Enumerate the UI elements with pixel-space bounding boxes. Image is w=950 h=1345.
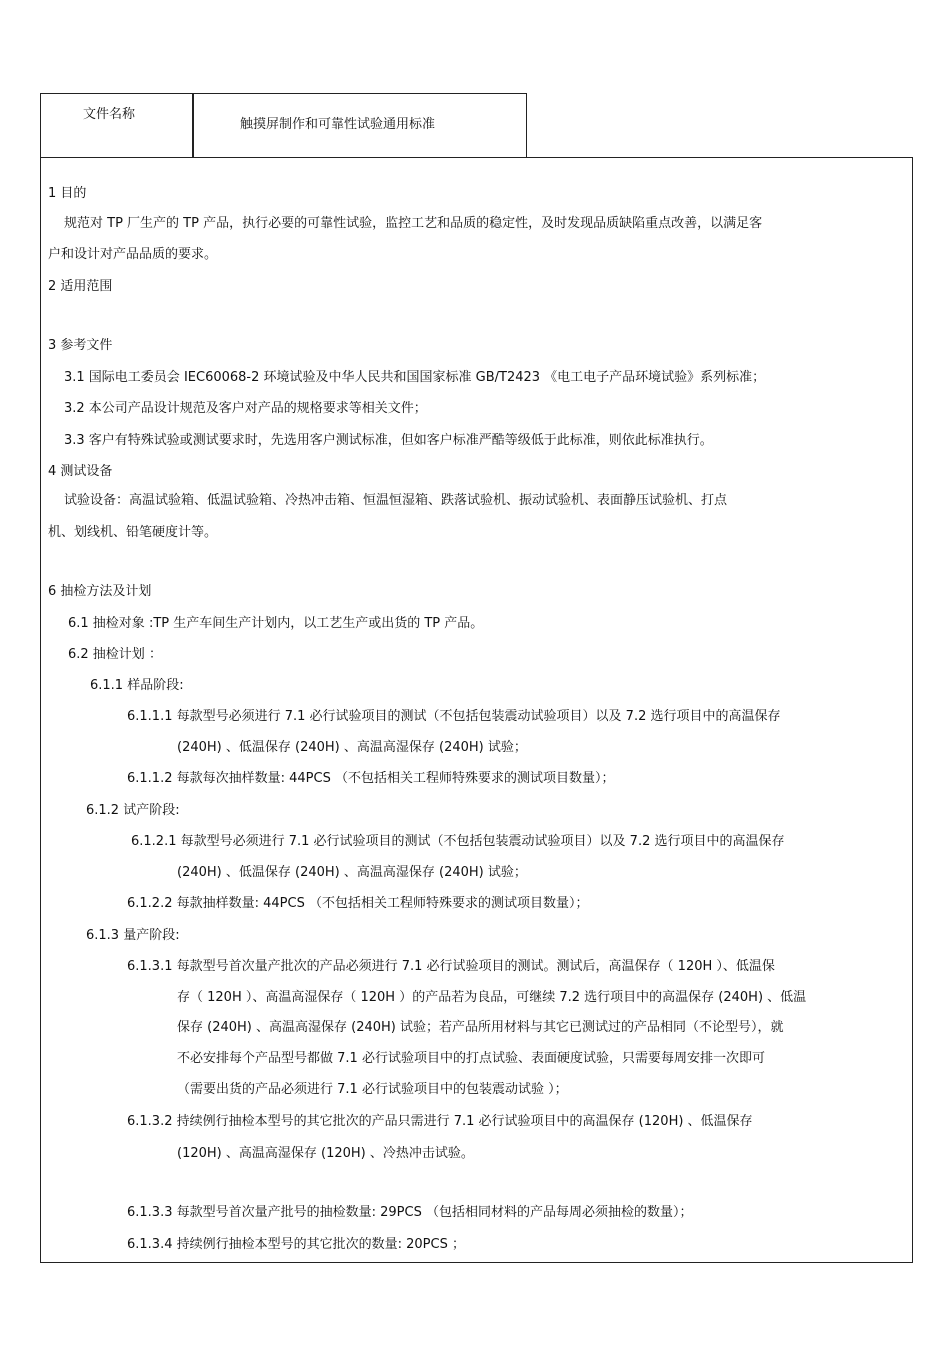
document-header: [40, 93, 527, 158]
paragraph-line: 保存 (240H) 、高温高湿保存 (240H) 试验；若产品所用材料与其它已测试过的产品相同（不论型号），就: [177, 1020, 784, 1035]
clause-6-1-3-3: 6.1.3.3 每款型号首次量产批号的抽检数量: 29PCS （包括相同材料的产品每周必须抽检的数量）；: [127, 1205, 693, 1220]
section-6-heading: 6 抽检方法及计划: [48, 584, 152, 599]
section-2-heading: 2 适用范围: [48, 279, 113, 294]
paragraph-line: 存（ 120H ）、高温高湿保存（ 120H ）的产品若为良品，可继续 7.2 选行项目中的高温保存 (240H) 、低温: [177, 990, 807, 1005]
clause-6-1-1-1: 6.1.1.1 每款型号必须进行 7.1 必行试验项目的测试（不包括包装震动试验项目）以及 7.2 选行项目中的高温保存: [127, 709, 781, 724]
paragraph-line: （需要出货的产品必须进行 7.1 必行试验项目中的包装震动试验 ）；: [177, 1082, 568, 1097]
paragraph-line: 试验设备：高温试验箱、低温试验箱、冷热冲击箱、恒温恒湿箱、跌落试验机、振动试验机、表面静压试验机、打点: [64, 493, 728, 508]
file-name-label: 文件名称: [83, 107, 136, 122]
paragraph-line: 机、划线机、铅笔硬度计等。: [48, 525, 218, 540]
clause-6-1-1: 6.1.1 样品阶段:: [90, 678, 184, 693]
paragraph-line: 户和设计对产品品质的要求。: [48, 247, 218, 262]
clause-6-1-3-1: 6.1.3.1 每款型号首次量产批次的产品必须进行 7.1 必行试验项目的测试。测试后，高温保存（ 120H ）、低温保: [127, 959, 775, 974]
clause-6-1-1-2: 6.1.1.2 每款每次抽样数量: 44PCS （不包括相关工程师特殊要求的测试项目数量）；: [127, 771, 615, 786]
paragraph-line: (240H) 、低温保存 (240H) 、高温高湿保存 (240H) 试验；: [177, 865, 527, 880]
clause-6-1-2: 6.1.2 试产阶段:: [86, 803, 180, 818]
section-4-heading: 4 测试设备: [48, 464, 113, 479]
section-3-heading: 3 参考文件: [48, 338, 113, 353]
paragraph-line: (120H) 、高温高湿保存 (120H) 、冷热冲击试验。: [177, 1146, 474, 1161]
clause-6-1-2-2: 6.1.2.2 每款抽样数量: 44PCS （不包括相关工程师特殊要求的测试项目数量）；: [127, 896, 589, 911]
paragraph-line: (240H) 、低温保存 (240H) 、高温高湿保存 (240H) 试验；: [177, 740, 527, 755]
clause-6-1-3-4: 6.1.3.4 持续例行抽检本型号的其它批次的数量: 20PCS ；: [127, 1237, 465, 1252]
header-divider: [192, 94, 194, 157]
clause-6-1-2-1: 6.1.2.1 每款型号必须进行 7.1 必行试验项目的测试（不包括包装震动试验项目）以及 7.2 选行项目中的高温保存: [131, 834, 785, 849]
document-title: 触摸屏制作和可靠性试验通用标准: [240, 117, 436, 132]
clause-6-1-3: 6.1.3 量产阶段:: [86, 928, 180, 943]
clause-3-2: 3.2 本公司产品设计规范及客户对产品的规格要求等相关文件；: [64, 401, 427, 416]
section-1-heading: 1 目的: [48, 186, 87, 201]
clause-3-3: 3.3 客户有特殊试验或测试要求时，先选用客户测试标准，但如客户标准严酷等级低于此标准，则依此标准执行。: [64, 433, 713, 448]
paragraph-line: 不必安排每个产品型号都做 7.1 必行试验项目中的打点试验、表面硬度试验，只需要每周安排一次即可: [177, 1051, 765, 1066]
clause-6-2: 6.2 抽检计划 ：: [68, 647, 162, 662]
clause-6-1-3-2: 6.1.3.2 持续例行抽检本型号的其它批次的产品只需进行 7.1 必行试验项目中的高温保存 (120H) 、低温保存: [127, 1114, 753, 1129]
clause-6-1: 6.1 抽检对象 :TP 生产车间生产计划内，以工艺生产或出货的 TP 产品。: [68, 616, 484, 631]
clause-3-1: 3.1 国际电工委员会 IEC60068-2 环境试验及中华人民共和国国家标准 GB/T2423 《电工电子产品环境试验》系列标准；: [64, 370, 766, 385]
paragraph-line: 规范对 TP 厂生产的 TP 产品，执行必要的可靠性试验，监控工艺和品质的稳定性，及时发现品质缺陷重点改善，以满足客: [64, 216, 763, 231]
